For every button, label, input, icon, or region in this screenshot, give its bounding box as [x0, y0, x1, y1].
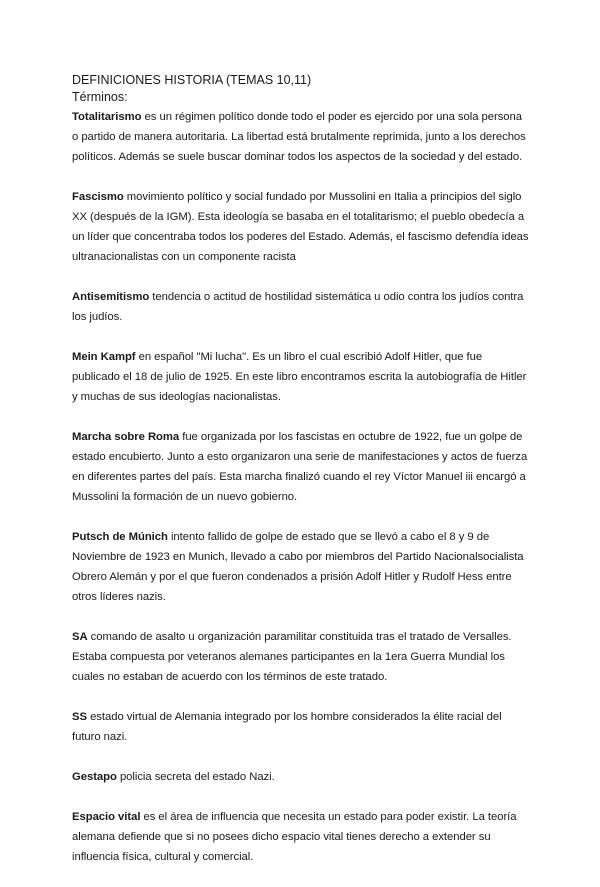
term-antisemitismo: Antisemitismo: [72, 291, 150, 303]
entry-espacio-vital: [72, 807, 530, 867]
entry-gestapo: [72, 767, 530, 787]
definition-antisemitismo: tendencia o actitud de hostilidad sistemática u odio contra los judíos contra los judíos.: [72, 291, 524, 323]
entry-fascismo: [72, 187, 530, 267]
term-sa: SA: [72, 631, 88, 643]
definition-gestapo: policia secreta del estado Nazi.: [116, 771, 275, 783]
term-fascismo: Fascismo: [72, 191, 124, 203]
definition-marcha-sobre-roma: fue organizada por los fascistas en octubre de 1922, fue un golpe de estado encubierto. Junto a esto organizaron una serie de manifestaciones y actos de fuerza en diferentes partes del país. Esta marcha finalizó cuando el rey Víctor Manuel iii encargó a Mussolini la formación de un nuevo gobierno.: [72, 431, 528, 503]
term-gestapo: Gestapo: [72, 771, 117, 783]
definition-fascismo: movimiento político y social fundado por Mussolini en Italia a principios del siglo XX (después de la IGM). Esta ideología se basaba en el totalitarismo; el pueblo obedecía a un líder que concentraba todos los poderes del Estado. Además, el fascismo defendía ideas ultranacionalistas con un componente racista: [72, 191, 529, 263]
entry-ss: [72, 707, 530, 747]
term-espacio-vital: Espacio vital: [72, 811, 141, 823]
entry-marcha-sobre-roma: [72, 427, 530, 507]
term-ss: SS: [72, 711, 87, 723]
term-marcha-sobre-roma: Marcha sobre Roma: [72, 431, 180, 443]
entry-mein-kampf: [72, 347, 530, 407]
definition-sa: comando de asalto u organización paramilitar constituida tras el tratado de Versalles. Estaba compuesta por veteranos alemanes participantes en la 1era Guerra Mundial los cuales no estaban de acuerdo con los términos de este tratado.: [72, 631, 512, 683]
term-mein-kampf: Mein Kampf: [72, 351, 136, 363]
document-page: [72, 72, 530, 887]
term-totalitarismo: Totalitarismo: [72, 111, 142, 123]
definition-totalitarismo: es un régimen político donde todo el poder es ejercido por una sola persona o partido de manera autoritaria. La libertad está brutalmente reprimida, junto a los derechos políticos. Además se suele buscar dominar todos los aspectos de la sociedad y del estado.: [72, 111, 526, 163]
entry-sa: [72, 627, 530, 687]
term-putsch-de-munich: Putsch de Múnich: [72, 531, 168, 543]
definition-espacio-vital: es el área de influencia que necesita un estado para poder existir. La teoría alemana defiende que si no posees dicho espacio vital tienes derecho a extender su influencia física, cultural y comercial.: [72, 811, 517, 863]
entry-totalitarismo: [72, 107, 530, 167]
document-title: DEFINICIONES HISTORIA (TEMAS 10,11): [72, 73, 312, 87]
entry-putsch-de-munich: [72, 527, 530, 607]
entry-antisemitismo: [72, 287, 530, 327]
document-subtitle: Términos:: [72, 90, 128, 104]
definition-mein-kampf: en español "Mi lucha". Es un libro el cual escribió Adolf Hitler, que fue publicado el 18 de julio de 1925. En este libro encontramos escrita la autobiografía de Hitler y muchas de sus ideologías nacionalistas.: [72, 351, 527, 403]
definition-ss: estado virtual de Alemania integrado por los hombre considerados la élite racial del futuro nazi.: [72, 711, 502, 743]
definition-putsch-de-munich: intento fallido de golpe de estado que se llevó a cabo el 8 y 9 de Noviembre de 1923 en Munich, llevado a cabo por miembros del Partido Nacionalsocialista Obrero Alemán y por el que fueron condenados a prisión Adolf Hitler y Rudolf Hess entre otros líderes nazis.: [72, 531, 524, 603]
